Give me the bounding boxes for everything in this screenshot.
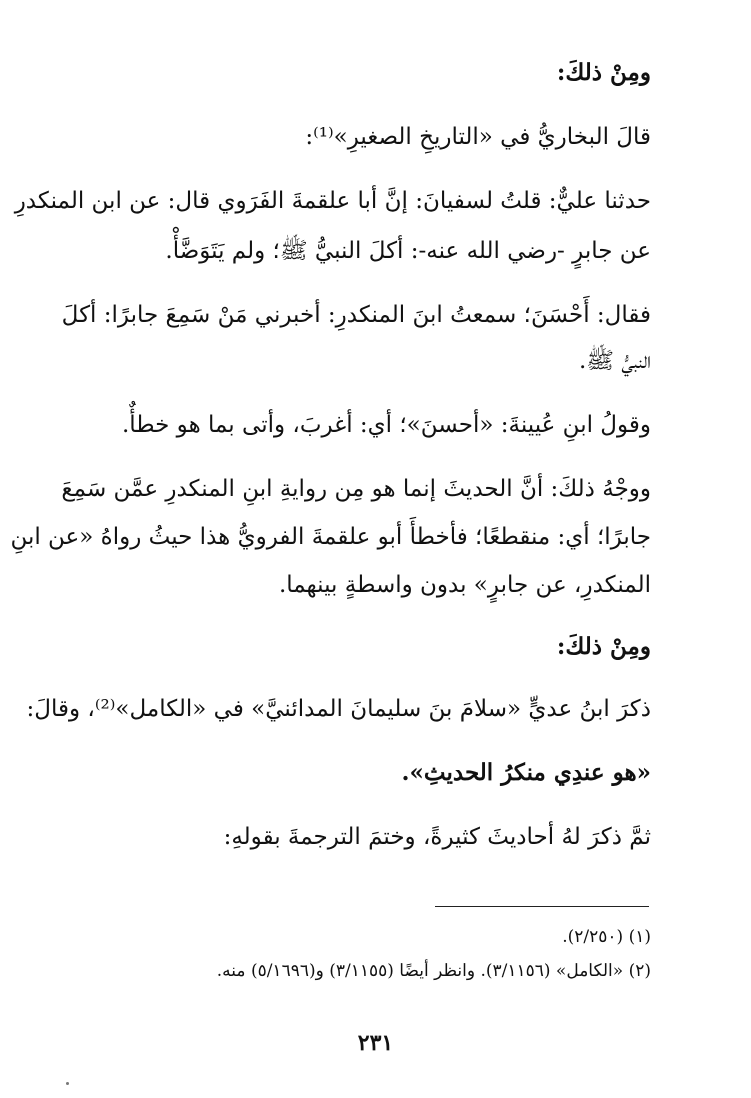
footnote: (١) (٢/٢٥٠).: [562, 927, 651, 947]
paragraph-closing: ثمَّ ذكرَ لهُ أحاديثَ كثيرةً، وختمَ الترجمةَ بقولهِ:: [223, 824, 651, 850]
paragraph-ibn-adi: ذكرَ ابنُ عديٍّ «سلامَ بنَ سليمانَ المدائنيَّ» في «الكامل»⁽²⁾، وقالَ:: [26, 696, 651, 722]
section-heading: ومِنْ ذلكَ:: [556, 633, 651, 660]
scan-speck: [66, 1082, 69, 1085]
page-number: ٢٣١: [357, 1030, 394, 1056]
footnote-divider: [435, 906, 649, 907]
section-heading: ومِنْ ذلكَ:: [556, 59, 651, 86]
paragraph-explanation-line: ووجْهُ ذلكَ: أنَّ الحديثَ إنما هو مِن روايةِ ابنِ المنكدرِ عمَّن سَمِعَ: [61, 476, 651, 502]
paragraph-hadith-line: عن جابرٍ -رضي الله عنه-: أكلَ النبيُّ ﷺ؛ ولم يَتَوَضَّأْ.: [165, 238, 651, 264]
paragraph-hadith-line: حدثنا عليٌّ: قلتُ لسفيانَ: إنَّ أبا علقمةَ الفَرَوي قال: عن ابن المنكدرِ: [14, 188, 651, 214]
paragraph-comment-line: فقال: أَحْسَنَ؛ سمعتُ ابنَ المنكدرِ: أخبرني مَنْ سَمِعَ جابرًا: أكلَ: [61, 302, 651, 328]
paragraph-explanation-line: المنكدرِ، عن جابرٍ» بدون واسطةٍ بينهما.: [278, 572, 651, 598]
paragraph-comment-line: النبيُّ ﷺ.: [578, 348, 651, 374]
paragraph-explanation-line: جابرًا؛ أي: منقطعًا؛ فأخطأَ أبو علقمةَ الفرويُّ هذا حيثُ رواهُ «عن ابنِ: [10, 524, 651, 550]
paragraph-bukhari-quote: قالَ البخاريُّ في «التاريخِ الصغيرِ»⁽¹⁾:: [305, 124, 651, 150]
paragraph-ibn-uyaynah: وقولُ ابنِ عُيينةَ: «أحسنَ»؛ أي: أغربَ، وأتى بما هو خطأٌ.: [121, 412, 651, 438]
paragraph-quote-munkar: «هو عندِي منكرُ الحديثِ».: [401, 759, 651, 786]
footnote: (٢) «الكامل» (٣/١١٥٦). وانظر أيضًا (٣/١١٥٥) و(٥/١٦٩٦) منه.: [216, 961, 651, 981]
